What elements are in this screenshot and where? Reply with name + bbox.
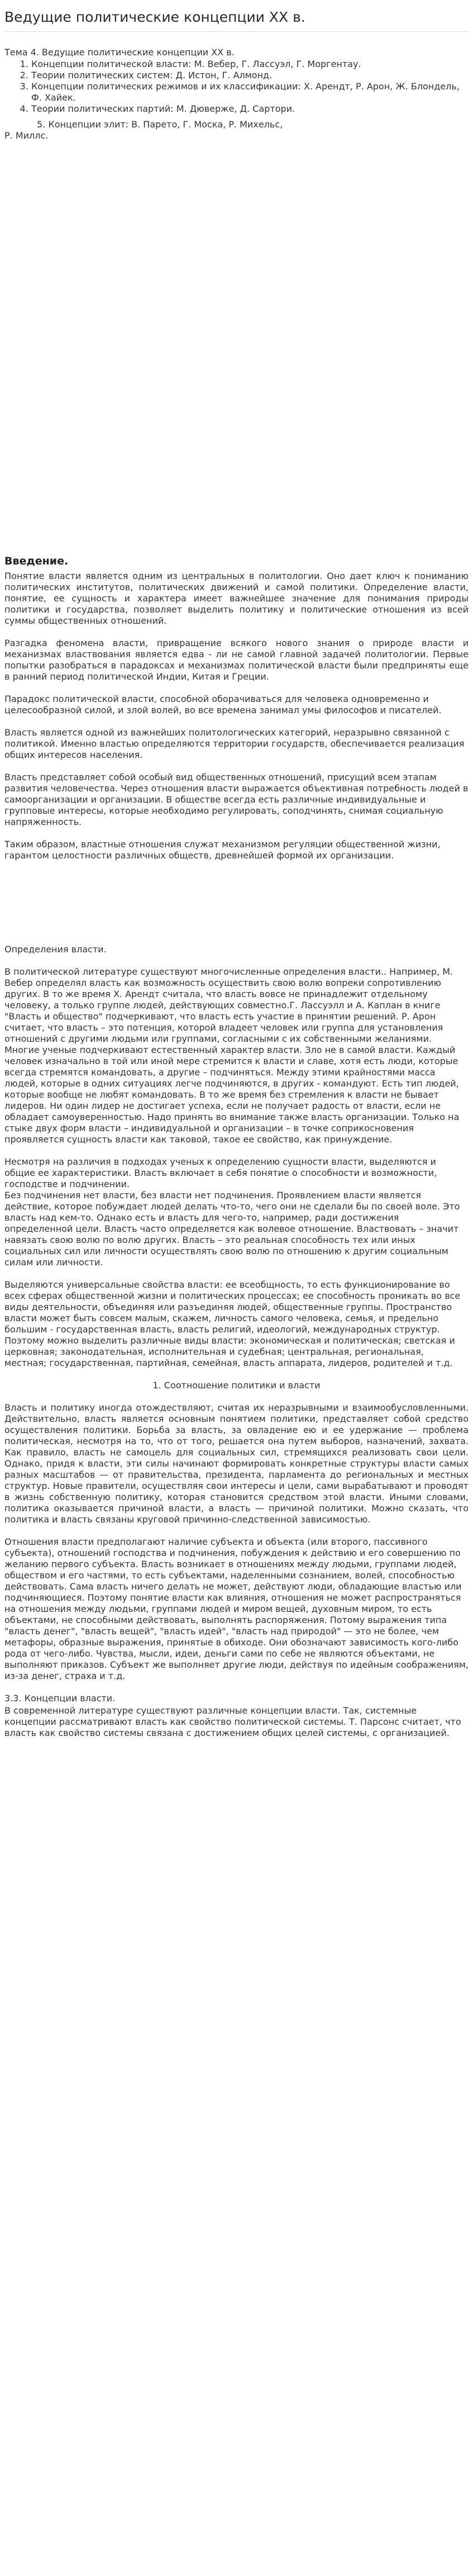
topic-outline xyxy=(4,59,469,115)
section-3-3-heading: 3.3. Концепции власти. xyxy=(4,1693,116,1704)
outline-item-5-continuation: Р. Миллс. xyxy=(4,130,49,141)
outline-item-5: 5. Концепции элит: В. Парето, Г. Моска, Р. Михельс, xyxy=(37,119,283,130)
intro-paragraph: Разгадка феномена власти, привращение всякого нового знания о природе власти и механизмах властвования является едва - ли не самой главной задачей политологии. Первые попытки разобраться в парадоксах и механизмах политической власти были предприняты еще в ранний период политической Индии, Китая и Греции. xyxy=(4,638,469,682)
outline-item: 3. Концепции политических режимов и их классификации: Х. Арендт, Р. Арон, Ж. Блондель, Ф. Хайек. xyxy=(31,81,469,103)
outline-item: 1. Концепции политической власти: М. Вебер, Г. Лассуэл, Г. Моргентау. xyxy=(31,59,469,70)
intro-paragraph: Власть является одной из важнейших политологических категорий, неразрывно связанной с политикой. Именно властью определяются территории государств, обеспечивается реализация общих интересов населения. xyxy=(4,727,465,760)
intro-paragraph: Власть представляет собой особый вид общественных отношений, присущий всем этапам развития человечества. Через отношения власти выражается объективная потребность людей в самоорганизации и организации. В обществе всегда есть различные индивидуальные и групповые интересы, которые необходимо регулировать, соподчинять, снимая социальную напряженность. xyxy=(4,772,469,827)
intro-paragraph: Таким образом, властные отношения служат механизмом регуляции общественной жизни, гарантом целостности различных обществ, древнейшей формой их организации. xyxy=(4,839,441,861)
definitions-heading: Определения власти. xyxy=(4,944,107,955)
definitions-paragraph: Выделяются универсальные свойства власти: ее всеобщность, то есть функционирование во всех сферах общественной жизни и политических процессах; ее способность проникать во все виды деятельности, объединяя или разъединяя людей, общественные группы. Пространство власти может быть совсем малым, скажем, личность самого человека, семья, и предельно большим - государственная власть, власть религий, идеологий, международных структур. Поэтому можно выделить различные виды власти: экономическая и политическая; светская и церковная; законодательная, исполнительная и судебная; центральная, региональная, местная; государственная, партийная, семейная, власть аппарата, лидеров, родителей и т.д. xyxy=(4,1279,461,1368)
outline-item: 2. Теории политических систем: Д. Истон, Г. Алмонд. xyxy=(31,70,469,81)
definitions-paragraph: Несмотря на различия в подходах ученых к определению сущности власти, выделяются и общие ее характеристики. Власть включает в себя понятие о способности и возможности, господстве и подчинении. Без подчинения нет власти, без власти нет подчинения. Проявлением власти является действие, которое побуждает людей делать что-то, чего они не сделали бы по своей воле. Это власть над кем-то. Однако есть и власть для чего-то, например, ради достижения определенной цели. Власть часто определяется как волевое отношение. Властвовать – значит навязать свою волю по волю других. Власть – это реальная способность тех или иных социальных сил или личности осуществлять свою волю по отношению к другим социальным силам или личности. xyxy=(4,1156,460,1268)
blank-space xyxy=(4,872,469,944)
intro-paragraph: Понятие власти является одним из центральных в политологии. Оно дает ключ к пониманию политических институтов, политических движений и самой политики. Определение власти, понятие, ее сущность и характера имеет важнейшее значение для понимания природы политики и государства, позволяет выделить политику и политические отношения из всей суммы общественных отношений. xyxy=(4,571,469,626)
section-1-heading: 1. Соотношение политики и власти xyxy=(152,1380,321,1391)
page-title: Ведущие политические концепции ХХ в. xyxy=(4,9,305,25)
topic-line: Тема 4. Ведущие политические концепции ХХ в. xyxy=(4,47,235,58)
section-1-paragraph: Отношения власти предполагают наличие субъекта и объекта (или второго, пассивного субъекта), отношений господства и подчинения, побуждения к действию и его совершению по желанию первого субъекта. Власть возникает в отношениях между людьми, группами людей, обществом и его частями, то есть субъектами, наделенными сознанием, волей, способностью действовать. Сама власть ничего делать не может, действуют люди, обладающие властью или подчиняющиеся. Поэтому понятие власти как влияния, отношения не может распространяться на отношения между людьми, группами людей и миром вещей, духовным миром, то есть объектами, не способными действовать, выполнять распоряжения. Потому выражения типа "власть денег", "власть вещей", "власть идей", "власть над природой" — это не более, чем метафоры, образные выражения, принятые в обиходе. Они обозначают зависимость кого-либо рода от чего-либо. Чувства, мысли, идеи, деньги сами по себе не являются объектами, не выполняют приказов. Субъект же выполняет другие люди, действуя по идейным соображениям, из-за денег, страха и т.д. xyxy=(4,1536,469,1681)
title-divider xyxy=(4,31,469,32)
definitions-paragraph: В политической литературе существуют многочисленные определения власти.. Например, М. Вебер определял власть как возможность осуществить свою волю вопреки сопротивлению других. В то же время Х. Арендт считала, что власть вовсе не принадлежит отдельному человеку, а только группе людей, действующих совместно.Г. Лассуэлл и А. Каплан в книге "Власть и общество" подчеркивают, что власть есть участие в принятии решений. Р. Арон считает, что власть – это потенция, которой владеет человек или группа для установления отношений с другими людьми или группами, согласными с их собственными желаниями. Многие ученые подчеркивают естественный характер власти. Зло не в самой власти. Каждый человек изначально в той или иной мере стремится к власти и славе, хотя есть люди, которые всегда стремятся командовать, а другие – подчиняться. Между этими крайностями масса людей, которые в одних ситуациях легче подчиняются, в других - командуют. Есть тип людей, которые вообще не любят командовать. В то же время без стремления к власти не бывает лидеров. Ни один лидер не достигает успеха, если не получает радость от власти, если не обладает самоуверенностью. Надо принять во внимание также власть организации. Только на стыке двух форм власти – индивидуальной и организации – в точке соприкосновения проявляется сущность власти как таковой, такое ее свойство, как принуждение. xyxy=(4,966,460,1145)
intro-paragraph: Парадокс политической власти, способной оборачиваться для человека одновременно и целесообразной силой, и злой волей, во все времена занимал умы философов и писателей. xyxy=(4,694,442,715)
intro-heading: Введение. xyxy=(4,555,69,567)
outline-item: 4. Теории политических партий: М. Дюверже, Д. Сартори. xyxy=(31,103,469,115)
blank-space xyxy=(4,141,469,555)
section-1-paragraph: Власть и политику иногда отождествляют, считая их неразрывными и взаимообусловленными. Действительно, власть является основным понятием политики, представляет собой средство осуществления политики. Борьба за власть, за овладение ею и ее удержание — проблема политическая, несмотря на то, что от того, решается она путем выборов, назначений, захвата. Как правило, власть не самоцель для социальных сил, стремящихся реализовать свои цели. Однако, придя к власти, эти силы начинают формировать конкретные структуры власти самых разных масштабов — от правительства, президента, парламента до региональных и местных структур. Новые правители, осуществляя свои интересы и цели, сами вырабатывают и проводят в жизнь собственную политику, которая становится средством этой власти. Иными словами, политика оказывается причиной власти, а власть — причиной политики. Можно сказать, что политика и власть связаны круговой причинно-следственной зависимостью. xyxy=(4,1402,469,1525)
section-3-3-paragraph: В современной литературе существуют различные концепции власти. Так, системные концепции рассматривают власть как свойство политической системы. Т. Парсонс считает, что власть как свойство системы связана с достижением общих целей системы, с организацией. xyxy=(4,1705,461,1738)
